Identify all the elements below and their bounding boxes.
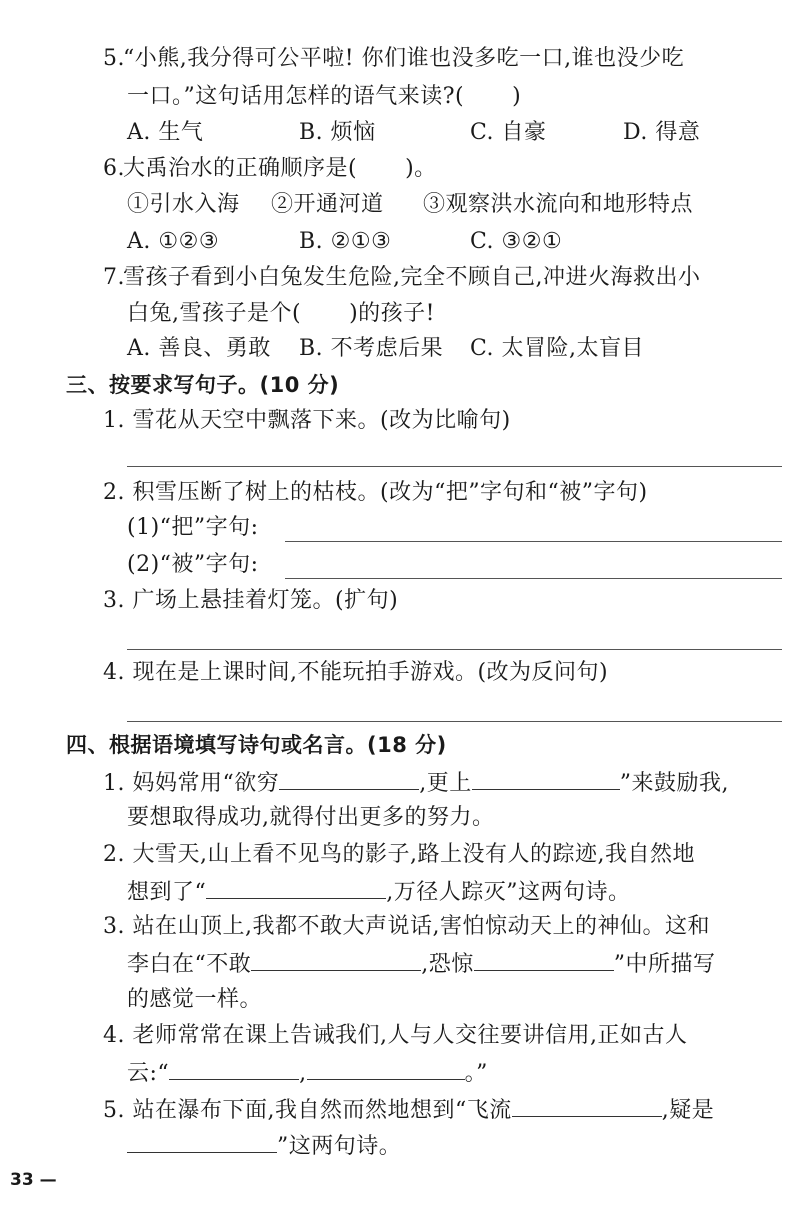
q5-text-line1: “小熊,我分得可公平啦! 你们谁也没多吃一口,谁也没少吃 [123,46,685,71]
s4-q2-line1: 2. 大雪天,山上看不见鸟的影子,路上没有人的踪迹,我自然地 [103,842,695,867]
s3-q2a-answer-line[interactable] [285,541,782,542]
s4-q3-line3: 的感觉一样。 [127,987,263,1012]
s4-q1-blank-1[interactable] [279,767,419,790]
s4-q5-line2 [127,1130,401,1162]
q6-item-2: ②开通河道 [271,192,384,217]
q6-number: 6. [103,156,125,181]
q7-option-b[interactable]: B. 不考虑后果 [299,336,444,361]
q5-text-line2: 一口。”这句话用怎样的语气来读?( [127,84,465,109]
s4-q5-line1 [103,1094,714,1126]
page-number: 33 — [10,1170,57,1190]
s3-q3: 3. 广场上悬挂着灯笼。(扩句) [103,588,399,613]
s4-q5-blank-1[interactable] [512,1094,662,1117]
q5-close-paren: ) [512,84,522,109]
s3-q4: 4. 现在是上课时间,不能玩拍手游戏。(改为反问句) [103,660,609,685]
s4-q5-text-b: ,疑是 [661,1098,715,1123]
s4-q2-line2 [127,876,631,908]
s4-q3-blank-1[interactable] [251,948,421,971]
s4-q4-blank-1[interactable] [169,1057,299,1080]
section4-heading: 四、根据语境填写诗句或名言。(18 分) [66,733,447,757]
q5-number: 5. [103,46,125,71]
q6-item-3: ③观察洪水流向和地形特点 [423,192,694,217]
s4-q3-line1: 3. 站在山顶上,我都不敢大声说话,害怕惊动天上的神仙。这和 [103,914,710,939]
s3-q1: 1. 雪花从天空中飘落下来。(改为比喻句) [103,408,511,433]
s3-q2b-label: (2)“被”字句: [127,552,259,577]
s3-q1-answer-line[interactable] [127,466,782,467]
s4-q5-blank-2[interactable] [127,1130,277,1153]
q6-close-paren: )。 [405,156,437,181]
s4-q4-line2 [127,1057,488,1089]
q5-option-a[interactable]: A. 生气 [127,120,204,145]
s4-q5-text-a: 5. 站在瀑布下面,我自然而然地想到“飞流 [103,1098,512,1123]
q6-text: 大禹治水的正确顺序是( [123,156,358,181]
s3-q2: 2. 积雪压断了树上的枯枝。(改为“把”字句和“被”字句) [103,480,648,505]
s4-q3-text-a: 李白在“不敢 [127,952,252,977]
q7-text-line1: 雪孩子看到小白兔发生危险,完全不顾自己,冲进火海救出小 [123,265,701,290]
q6-option-a[interactable]: A. ①②③ [127,229,220,254]
s4-q1-blank-2[interactable] [472,767,620,790]
q7-number: 7. [103,265,125,290]
s4-q2-blank[interactable] [206,876,386,899]
s4-q5-text-c: ”这两句诗。 [277,1134,402,1159]
q7-line2 [127,299,435,329]
q6-line1 [103,154,437,184]
q6-item-1: ①引水入海 [127,192,240,217]
section3-heading: 三、按要求写句子。(10 分) [66,373,340,397]
s4-q2-text-b: ,万径人踪灭”这两句诗。 [386,880,631,905]
s4-q1-line2: 要想取得成功,就得付出更多的努力。 [127,805,495,830]
s4-q1-text-c: ”来鼓励我, [619,771,729,796]
s4-q3-line2 [127,948,716,980]
q7-text-line2-end: )的孩子! [349,301,436,326]
s4-q4-blank-2[interactable] [307,1057,465,1080]
s4-q3-text-b: ,恐惊 [421,952,474,977]
q6-option-c[interactable]: C. ③②① [470,229,563,254]
q5-option-b[interactable]: B. 烦恼 [299,120,376,145]
s4-q1-line1 [103,767,729,799]
q5-option-d[interactable]: D. 得意 [623,120,701,145]
s3-q2a-label: (1)“把”字句: [127,515,259,540]
s4-q4-text-b: , [299,1061,307,1086]
s3-q3-answer-line[interactable] [127,649,782,650]
s4-q4-line1: 4. 老师常常在课上告诫我们,人与人交往要讲信用,正如古人 [103,1023,688,1048]
q7-option-c[interactable]: C. 太冒险,太盲目 [470,336,645,361]
s4-q4-text-a: 云:“ [127,1061,170,1086]
s3-q4-answer-line[interactable] [127,721,782,722]
q7-line1 [103,263,701,293]
q7-text-line2: 白兔,雪孩子是个( [127,301,302,326]
s4-q3-blank-2[interactable] [474,948,614,971]
q5-line2 [127,82,521,112]
s4-q1-text-a: 1. 妈妈常用“欲穷 [103,771,280,796]
q5-line1 [103,44,684,74]
s4-q1-text-b: ,更上 [419,771,472,796]
s4-q2-text-a: 想到了“ [127,880,207,905]
q5-option-c[interactable]: C. 自豪 [470,120,547,145]
q6-option-b[interactable]: B. ②①③ [299,229,392,254]
s3-q2b-answer-line[interactable] [285,578,782,579]
s4-q4-text-c: 。” [464,1061,488,1086]
s4-q3-text-c: ”中所描写 [613,952,716,977]
q7-option-a[interactable]: A. 善良、勇敢 [127,336,271,361]
